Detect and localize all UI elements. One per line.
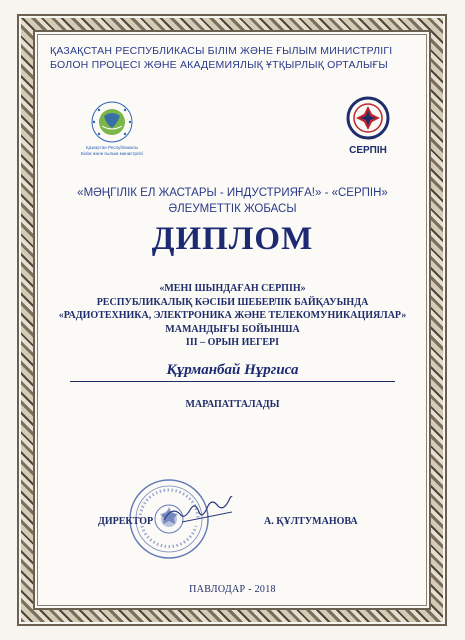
award-text: МАРАПАТТАЛАДЫ [185, 399, 280, 410]
serpin-logo-label: СЕРПІН [349, 145, 387, 156]
footer-place-year: ПАВЛОДАР - 2018 [189, 584, 276, 595]
project-line-2: ӘЛЕУМЕТТІК ЖОБАСЫ [168, 203, 297, 215]
body-line-5: ІІІ – ОРЫН ИЕГЕРІ [185, 337, 280, 348]
ministry-logo-icon [72, 100, 152, 160]
ministry-line-1: ҚАЗАҚСТАН РЕСПУБЛИКАСЫ БІЛІМ ЖӘНЕ ҒЫЛЫМ МИНИСТРЛІГІ [50, 45, 393, 57]
body-line-4: МАМАНДЫҒЫ БОЙЫНША [165, 323, 300, 335]
ministry-logo-caption-2: Білім және ғылым министрлігі [80, 151, 144, 156]
winner-underline [70, 381, 395, 382]
body-line-2: РЕСПУБЛИКАЛЫҚ КӘСІБИ ШЕБЕРЛІК БАЙҚАУЫНДА [96, 296, 369, 308]
ministry-logo [72, 100, 152, 160]
signature-icon [162, 496, 244, 530]
body-line-1: «МЕНІ ШЫНДАҒАН СЕРПІН» [159, 283, 306, 294]
director-signature [162, 496, 244, 530]
director-role: ДИРЕКТОР [98, 516, 154, 527]
serpin-logo-icon [338, 92, 398, 158]
winner-name: Құрманбай Нұргиса [166, 362, 299, 378]
diploma-body [40, 282, 425, 350]
ministry-header [50, 44, 410, 72]
body-line-3: «РАДИОТЕХНИКА, ЭЛЕКТРОНИКА ЖӘНЕ ТЕЛЕКОМУНИКАЦИЯЛАР» [58, 310, 407, 321]
project-title [40, 185, 425, 217]
ministry-logo-caption-1: Қазақстан Республикасы [86, 145, 138, 150]
serpin-logo [338, 92, 398, 158]
project-line-1: «МӘҢГІЛІК ЕЛ ЖАСТАРЫ - ИНДУСТРИЯҒА!» - «СЕРПІН» [77, 187, 388, 199]
ministry-line-2: БОЛОН ПРОЦЕСІ ЖӘНЕ АКАДЕМИЯЛЫҚ ҰТҚЫРЛЫҚ ОРТАЛЫҒЫ [50, 59, 388, 71]
director-name: А. ҚҰЛТУМАНОВА [264, 516, 358, 527]
diploma-title: ДИПЛОМ [151, 221, 314, 257]
